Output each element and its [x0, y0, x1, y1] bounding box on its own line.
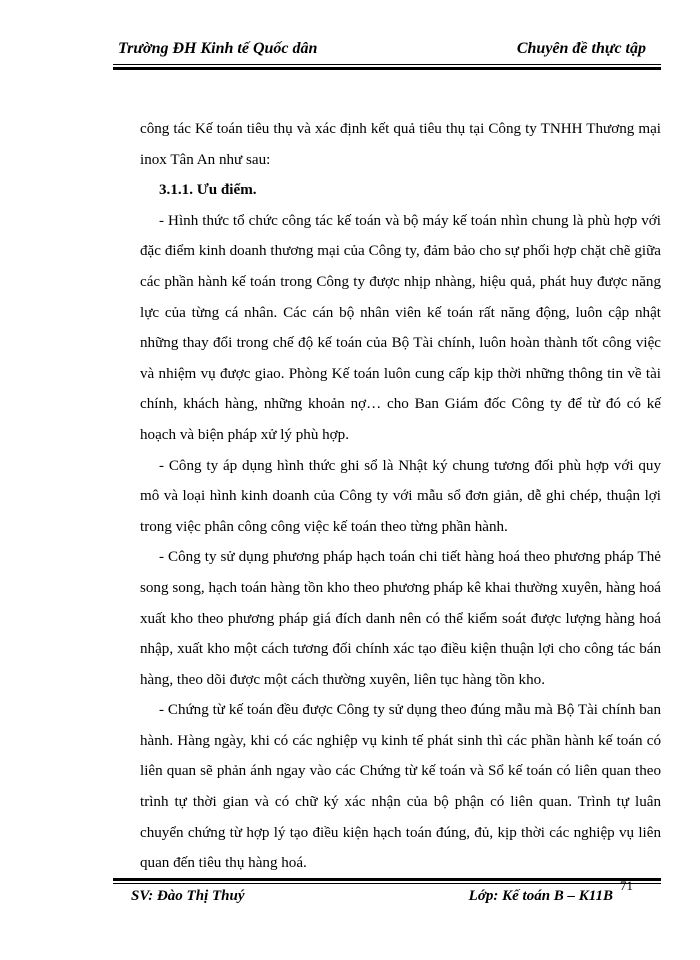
footer-student: SV: Đào Thị Thuý	[131, 888, 245, 904]
paragraph-3: - Công ty sử dụng phương pháp hạch toán chi tiết hàng hoá theo phương pháp Thẻ song song, hạch toán hàng tồn kho theo phương pháp kê khai thường xuyên, hàng hoá xuất kho theo phương pháp giá đích danh nên có thể kiểm soát được lượng hàng hoá nhập, xuất kho một cách tương đối chính xác tạo điều kiện thuận lợi cho công tác bán hàng, theo dõi được một cách thường xuyên, liên tục hàng tồn kho.	[140, 549, 661, 688]
section-heading: 3.1.1. Ưu điểm.	[159, 182, 257, 199]
paragraph-4: - Chứng từ kế toán đều được Công ty sử dụng theo đúng mẫu mà Bộ Tài chính ban hành. Hàng ngày, khi có các nghiệp vụ kinh tế phát sinh thì các phần hành kế toán có liên quan sẽ phản ánh ngay vào các Chứng từ kế toán và Sổ kế toán có liên quan theo trình tự thời gian và có chữ ký xác nhận của bộ phận có liên quan. Trình tự luân chuyển chứng từ hợp lý tạo điều kiện hạch toán đúng, đủ, kịp thời các nghiệp vụ liên quan đến tiêu thụ hàng hoá.	[140, 702, 661, 872]
header-rule-thin	[113, 64, 661, 65]
paragraph-1: - Hình thức tổ chức công tác kế toán và bộ máy kế toán nhìn chung là phù hợp với đặc điểm kinh doanh thương mại của Công ty, đảm bảo cho sự phối hợp chặt chẽ giữa các phần hành kế toán trong Công ty được nhịp nhàng, hiệu quả, phát huy được năng lực của từng cá nhân. Các cán bộ nhân viên kế toán rất năng động, luôn cập nhật những thay đổi trong chế độ kế toán của Bộ Tài chính, luôn hoàn thành tốt công việc và nhiệm vụ được giao. Phòng Kế toán luôn cung cấp kịp thời những thông tin về tài chính, khách hàng, những khoản nợ… cho Ban Giám đốc Công ty để từ đó có kế hoạch và biện pháp xử lý phù hợp.	[140, 212, 661, 443]
page-number: 71	[620, 878, 633, 893]
intro-paragraph: công tác Kế toán tiêu thụ và xác định kết quả tiêu thụ tại Công ty TNHH Thương mại inox Tân An như sau:	[140, 121, 661, 168]
body-text	[140, 114, 661, 879]
footer-rule-thin	[113, 883, 661, 884]
paragraph-2: - Công ty áp dụng hình thức ghi sổ là Nhật ký chung tương đối phù hợp với quy mô và loại hình kinh doanh của Công ty với mẫu sổ đơn giản, dễ ghi chép, thuận lợi trong việc phân công công việc kế toán theo từng phần hành.	[140, 457, 661, 535]
footer-class: Lớp: Kế toán B – K11B	[468, 888, 613, 904]
header-rule-thick	[113, 67, 661, 70]
header-report-type: Chuyên đề thực tập	[516, 40, 646, 57]
footer-rule-thick	[113, 878, 661, 881]
header-university: Trường ĐH Kinh tế Quốc dân	[118, 40, 318, 57]
